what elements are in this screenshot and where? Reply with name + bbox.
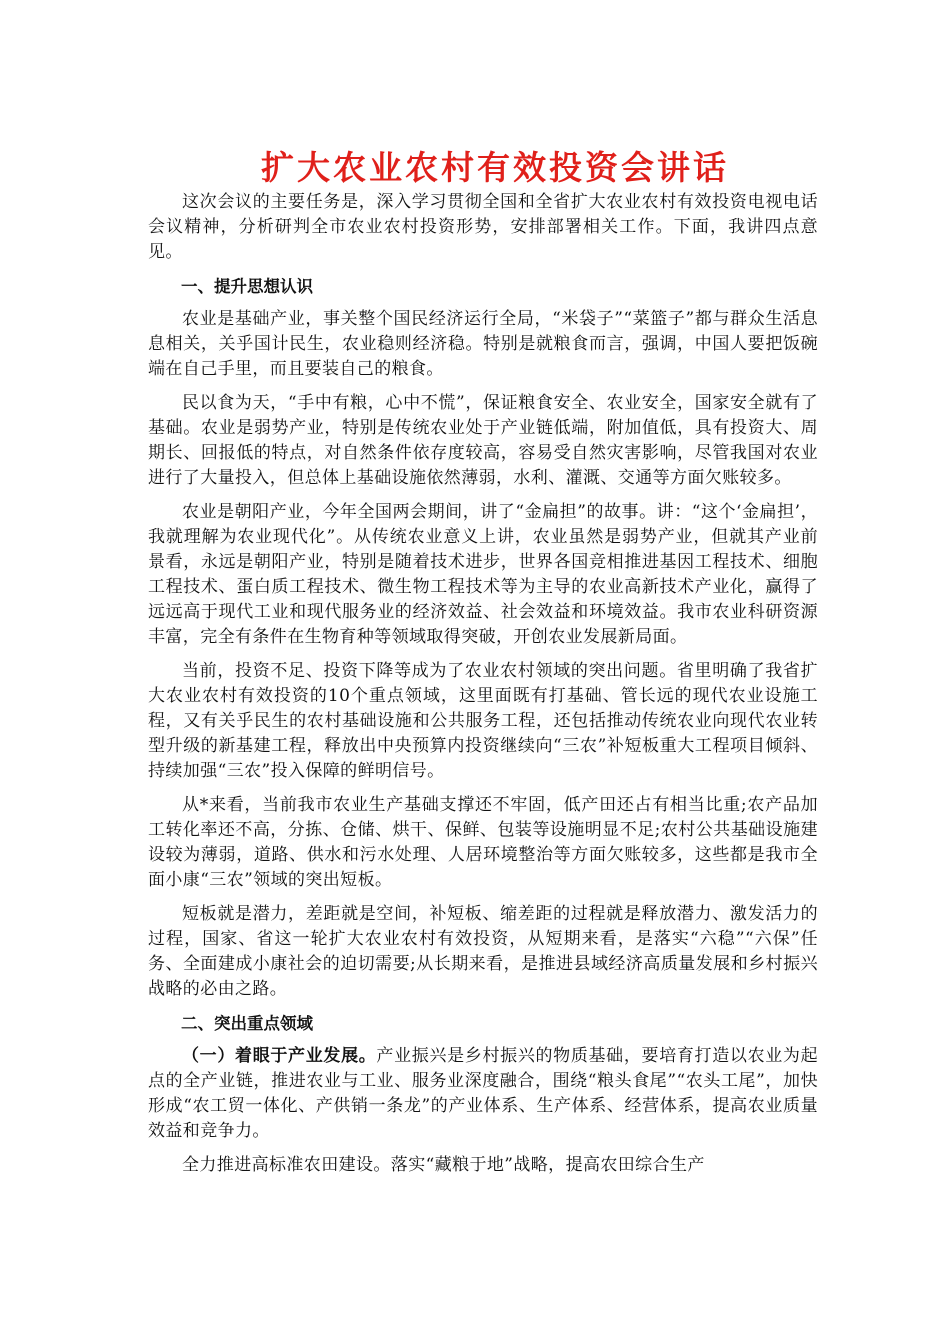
paragraph: 当前，投资不足、投资下降等成为了农业农村领域的突出问题。省里明确了我省扩大农业农村有效投资的10个重点领域，这里面既有打基础、管长远的现代农业设施工程，又有关乎民生的农村基础设施和公共服务工程，还包括推动传统农业向现代农业转型升级的新基建工程，释放出中央预算内投资继续向“三农”补短板重大工程项目倾斜、持续加强“三农”投入保障的鲜明信号。 (148, 661, 818, 781)
paragraph: 全力推进高标准农田建设。落实“藏粮于地”战略，提高农田综合生产 (182, 1155, 705, 1175)
paragraph (148, 1044, 818, 1144)
subsection-lead: （一）着眼于产业发展。 (182, 1046, 377, 1066)
section-heading-1: 一、提升思想认识 (181, 277, 313, 296)
intro-paragraph: 这次会议的主要任务是，深入学习贯彻全国和全省扩大农业农村有效投资电视电话会议精神，分析研判全市农业农村投资形势，安排部署相关工作。下面，我讲四点意见。 (148, 192, 818, 262)
section-heading-2: 二、突出重点领域 (181, 1014, 313, 1033)
paragraph: 民以食为天，“手中有粮，心中不慌”，保证粮食安全、农业安全，国家安全就有了基础。农业是弱势产业，特别是传统农业处于产业链低端，附加值低，具有投资大、周期长、回报低的特点，对自然条件依存度较高，容易受自然灾害影响，尽管我国对农业进行了大量投入，但总体上基础设施依然薄弱，水利、灌溉、交通等方面欠账较多。 (148, 393, 818, 488)
document-title: 扩大农业农村有效投资会讲话 (261, 148, 729, 187)
paragraph: 农业是朝阳产业，今年全国两会期间，讲了“金扁担”的故事。讲：“这个‘金扁担’，我就理解为农业现代化”。从传统农业意义上讲，农业虽然是弱势产业，但就其产业前景看，永远是朝阳产业，特别是随着技术进步，世界各国竞相推进基因工程技术、细胞工程技术、蛋白质工程技术、微生物工程技术等为主导的农业高新技术产业化，赢得了远远高于现代工业和现代服务业的经济效益、社会效益和环境效益。我市农业科研资源丰富，完全有条件在生物育种等领域取得突破，开创农业发展新局面。 (148, 502, 818, 647)
paragraph: 农业是基础产业，事关整个国民经济运行全局，“米袋子”“菜篮子”都与群众生活息息相关，关乎国计民生，农业稳则经济稳。特别是就粮食而言，强调，中国人要把饭碗端在自己手里，而且要装自己的粮食。 (148, 309, 818, 379)
paragraph: 从*来看，当前我市农业生产基础支撑还不牢固，低产田还占有相当比重;农产品加工转化率还不高，分拣、仓储、烘干、保鲜、包装等设施明显不足;农村公共基础设施建设较为薄弱，道路、供水和污水处理、人居环境整治等方面欠账较多，这些都是我市全面小康“三农”领域的突出短板。 (148, 795, 818, 890)
paragraph: 短板就是潜力，差距就是空间，补短板、缩差距的过程就是释放潜力、激发活力的过程，国家、省这一轮扩大农业农村有效投资，从短期来看，是落实“六稳”“六保”任务、全面建成小康社会的迫切需要;从长期来看，是推进县域经济高质量发展和乡村振兴战略的必由之路。 (148, 904, 818, 999)
document-body (148, 190, 818, 1187)
paragraph-text: 产业振兴是乡村振兴的物质基础，要培育打造以农业为起点的全产业链，推进农业与工业、服务业深度融合，围绕“粮头食尾”“农头工尾”，加快形成“农工贸一体化、产供销一条龙”的产业体系、生产体系、经营体系，提高农业质量效益和竞争力。 (148, 1046, 818, 1141)
